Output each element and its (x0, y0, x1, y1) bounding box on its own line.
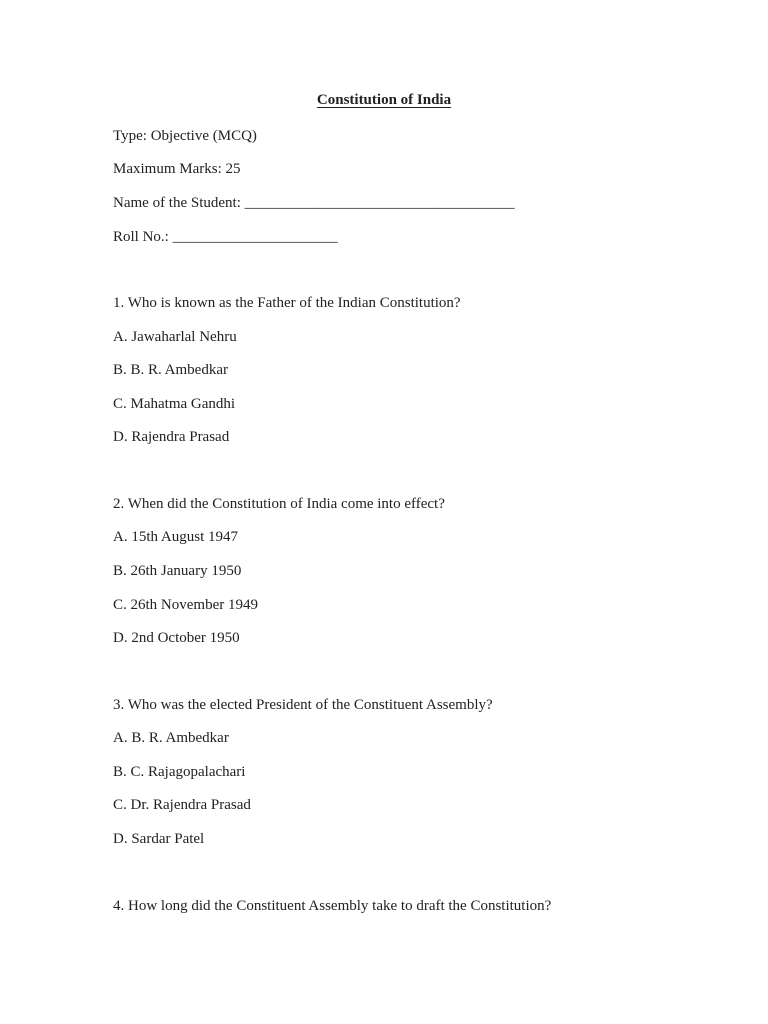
question-3-option-a: A. B. R. Ambedkar (113, 730, 229, 746)
question-3: 3. Who was the elected President of the Constituent Assembly? (113, 697, 493, 713)
question-3-option-c: C. Dr. Rajendra Prasad (113, 797, 251, 813)
question-1-option-a: A. Jawaharlal Nehru (113, 329, 237, 345)
maximum-marks: Maximum Marks: 25 (113, 161, 241, 177)
question-3-option-b: B. C. Rajagopalachari (113, 764, 246, 780)
question-1-option-d: D. Rajendra Prasad (113, 429, 230, 445)
question-4: 4. How long did the Constituent Assembly take to draft the Constitution? (113, 898, 552, 914)
question-1: 1. Who is known as the Father of the Indian Constitution? (113, 295, 461, 311)
question-1-option-b: B. B. R. Ambedkar (113, 362, 228, 378)
question-3-option-d: D. Sardar Patel (113, 831, 205, 847)
question-2-option-b: B. 26th January 1950 (113, 563, 242, 579)
roll-number-field: Roll No.: ______________________ (113, 229, 338, 245)
question-2-option-c: C. 26th November 1949 (113, 597, 258, 613)
question-2: 2. When did the Constitution of India come into effect? (113, 496, 445, 512)
question-2-option-a: A. 15th August 1947 (113, 529, 239, 545)
question-2-option-d: D. 2nd October 1950 (113, 630, 240, 646)
exam-type: Type: Objective (MCQ) (113, 128, 257, 144)
question-1-option-c: C. Mahatma Gandhi (113, 396, 236, 412)
student-name-field: Name of the Student: ____________________________________ (113, 195, 515, 211)
document-title: Constitution of India (316, 92, 452, 108)
